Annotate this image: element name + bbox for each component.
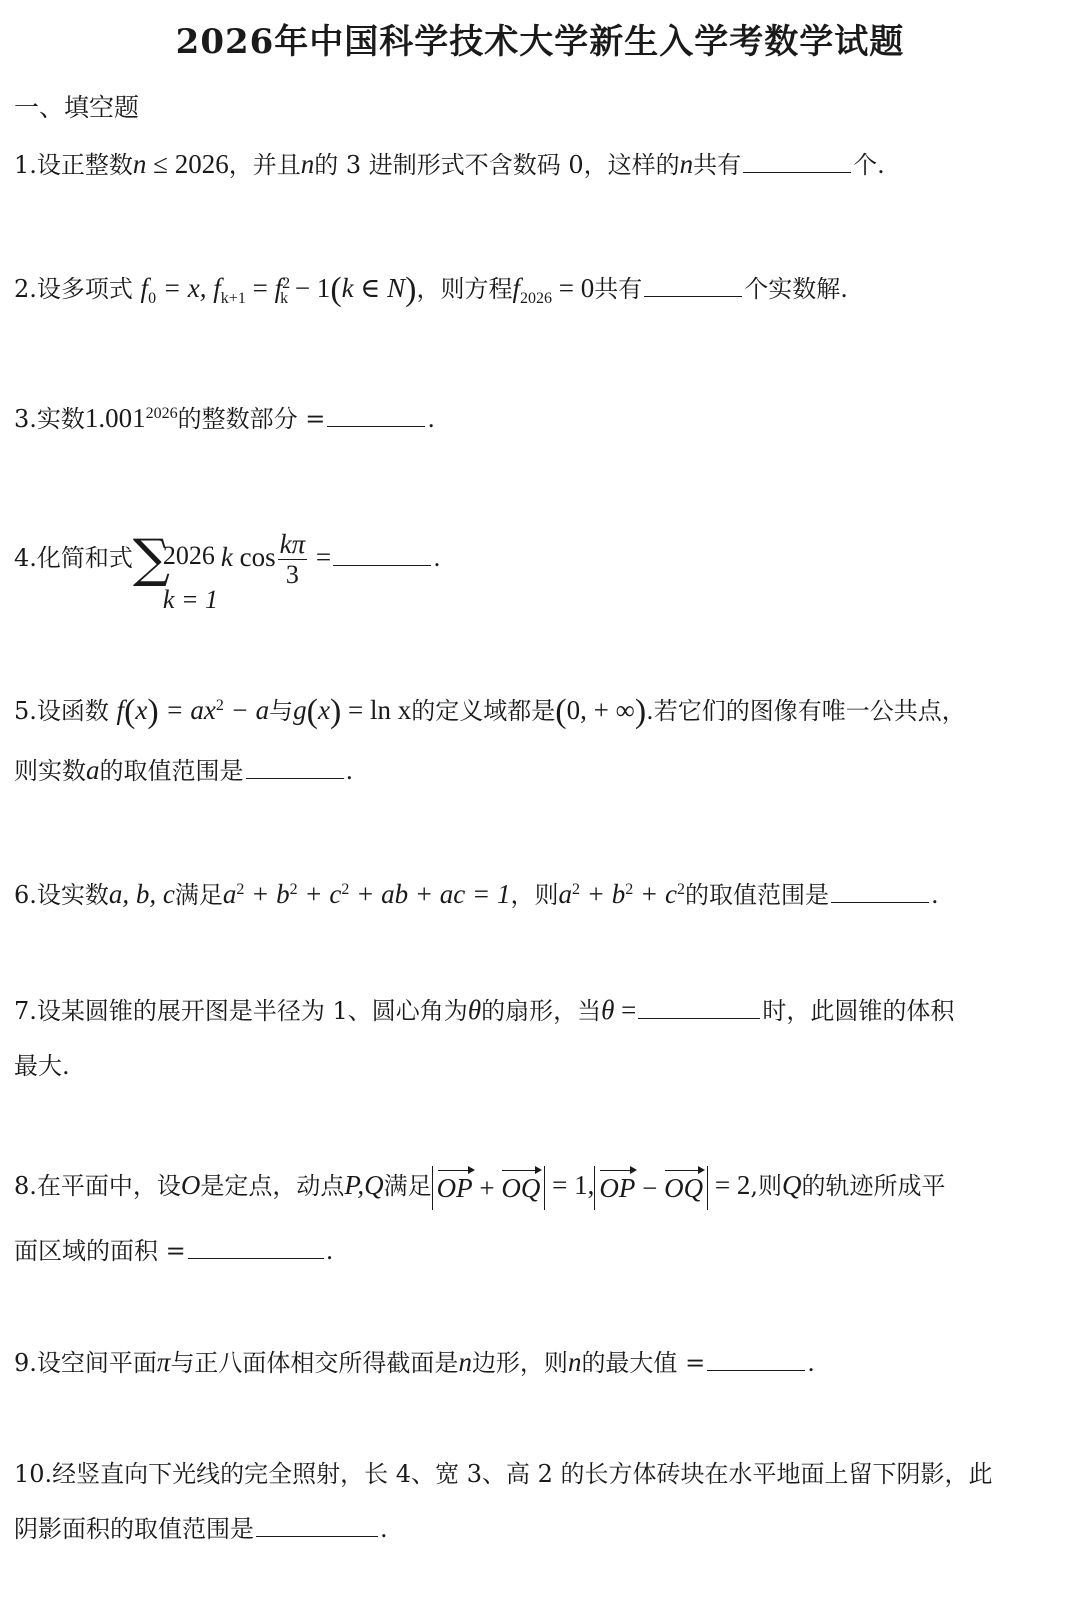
question-text: 设实数 [36,881,109,909]
math-sub: k [280,289,289,307]
question-text: 则实数 [14,757,86,785]
math-var: n [300,149,315,179]
math-expr: = [245,273,275,303]
math-paren: ) [634,693,647,730]
question-text: ，则方程 [416,275,513,303]
question-text: 与正八面体相交所得截面是 [170,1349,459,1377]
math-expr: = 2 [708,1170,751,1200]
question-text: 在平面中，设 [36,1172,181,1200]
question-text: 的定义域都是 [411,697,556,725]
math-expr: − 1 [288,273,331,303]
question-text: 化简和式 [36,544,133,572]
math-var: n [567,1347,582,1377]
math-expr: = ln x [341,695,412,725]
math-var: f [512,273,520,303]
vector-oq: OQ [501,1166,540,1210]
question-number: 9. [14,1349,37,1377]
answer-blank [707,1344,805,1371]
question-text: 的 3 进制形式不含数码 0，这样的 [314,151,680,179]
question-text: 个. [853,151,885,179]
question-text: . [325,1237,334,1265]
math-var: O [180,1170,201,1200]
question-number: 2. [14,275,37,303]
question-text: 设多项式 [36,275,133,303]
math-sup: 2 [215,697,224,714]
math-var: x [317,695,330,725]
question-8-line-1 [14,1160,946,1211]
math-var: x [135,695,148,725]
question-5-line-1 [14,688,966,730]
math-var: Q [782,1170,802,1200]
question-text: 的最大值 = [581,1349,706,1377]
math-expr: ≤ 2026 [146,149,229,179]
question-text: 的扇形，当 [481,997,602,1025]
math-expr: + b [580,879,626,909]
math-expr: P,Q [344,1170,384,1200]
question-5-line-2 [14,752,353,789]
math-sup: 2 [676,881,685,898]
question-text: . [433,544,441,572]
math-paren: ( [330,271,342,308]
math-var: f [213,273,221,303]
sum-lower-limit: k = 1 [162,584,218,614]
math-sub: 0 [148,289,157,307]
math-expr: + b [244,879,290,909]
question-2 [14,266,848,317]
question-text: 阴影面积的取值范围是 [14,1515,254,1543]
question-text: 的轨迹所成平 [801,1172,946,1200]
math-expr: = x, [156,273,214,303]
question-text: 边形，则 [471,1349,568,1377]
question-3 [14,396,435,437]
sum-upper-limit: 2026 [162,540,215,570]
math-sub: k+1 [220,289,246,307]
math-paren: ) [329,693,342,730]
fraction-denominator: 3 [285,560,299,589]
question-text: 时，此圆锥的体积 [762,997,955,1025]
answer-blank [188,1232,324,1259]
question-text: 是定点，动点 [200,1172,345,1200]
question-6 [14,872,939,913]
question-text: . [807,1349,815,1377]
vector-op: OP [599,1166,635,1210]
question-text: 设正整数 [36,151,133,179]
question-text: .若它们的图像有唯一公共点， [646,697,966,725]
question-text: 面区域的面积 = [14,1237,186,1265]
math-paren: ( [124,693,136,730]
fraction [278,529,308,590]
question-number: 6. [14,881,37,909]
fraction-numerator: kπ [279,529,306,559]
page-title: 2026年中国科学技术大学新生入学考数学试题 [175,22,905,62]
question-text: 的取值范围是 [684,881,829,909]
math-sup: 2 [625,881,634,898]
math-var: f [116,695,125,725]
math-sup: 2 [341,881,350,898]
absolute-value-2 [594,1166,708,1210]
math-expr: + c [633,879,677,909]
question-text: 实数 [36,405,85,433]
question-number: 7. [14,997,37,1025]
math-expr: = ax [158,695,216,725]
section-heading: 一、填空题 [14,93,140,122]
question-text: 设函数 [36,697,109,725]
vector-op: OP [437,1166,473,1210]
question-number: 8. [14,1172,37,1200]
math-expr: 0, + ∞ [566,695,635,725]
math-var: a [222,879,237,909]
math-expr: + ab + ac = 1 [349,879,511,909]
math-var: n [458,1347,472,1377]
math-var: n [679,149,694,179]
question-text: 个实数解. [744,275,848,303]
question-text: 设空间平面 [36,1349,157,1377]
answer-blank [327,400,425,427]
math-expr: + [472,1172,502,1203]
question-7-line-1 [14,992,954,1029]
vector-oq: OQ [664,1166,703,1210]
math-paren: ) [405,271,417,308]
math-var: n [132,149,147,179]
question-text: 共有 [693,151,742,179]
question-text: 的整数部分 = [177,405,326,433]
math-sup: 2 [572,881,580,898]
question-7-line-2 [14,1048,70,1084]
math-sup: 2 [282,275,291,292]
math-expr: k ∈ N [341,273,406,303]
question-number: 1. [14,151,37,179]
math-sub: 2026 [519,289,552,307]
math-sup: 2026 [145,405,178,422]
question-1 [14,146,885,183]
math-expr: = 0 [551,273,595,303]
math-var: a [558,879,572,909]
answer-blank [638,992,760,1019]
math-expr: − [635,1172,665,1203]
math-expr: cos [232,542,276,572]
math-paren: ( [306,693,318,730]
summation [132,525,221,614]
question-8-line-2 [14,1232,333,1269]
question-number: 4. [14,544,37,572]
math-expr: + c [297,879,342,909]
math-expr: − a [223,695,270,725]
absolute-value-1 [432,1166,546,1210]
answer-blank [831,876,929,903]
question-text: 满足 [174,881,223,909]
question-10-line-1 [14,1456,993,1492]
math-var: g [293,695,307,725]
question-number: 3. [14,405,37,433]
math-expr: = [614,995,637,1025]
question-number: 10. [14,1460,53,1488]
question-10-line-2 [14,1510,388,1547]
math-sup: 2 [289,881,298,898]
math-expr: = [309,542,332,572]
question-number: 5. [14,697,37,725]
question-4 [14,522,441,614]
math-expr: = 1, [545,1170,595,1200]
math-paren: ( [555,693,567,730]
math-var: a [86,755,100,785]
math-var: f [274,273,283,303]
answer-blank [256,1510,378,1537]
question-9 [14,1344,815,1381]
math-var: θ [467,995,482,1025]
answer-blank [246,752,344,779]
question-text: 共有 [594,275,643,303]
question-text: . [427,405,436,433]
question-text: 与 [269,697,294,725]
question-text: ,则 [750,1172,782,1200]
question-text: 最大. [14,1052,70,1080]
math-paren: ) [147,693,159,730]
math-var: k [220,542,233,572]
question-text: ，并且 [228,151,301,179]
question-text: . [930,881,939,909]
answer-blank [743,146,851,173]
question-text: . [380,1515,388,1543]
question-text: ，则 [510,881,559,909]
answer-blank [644,270,742,297]
answer-blank [333,539,431,566]
math-var: π [156,1347,171,1377]
math-var: θ [601,995,615,1025]
question-text: . [345,757,354,785]
sigma-symbol: ∑ [132,528,171,589]
question-text: 的取值范围是 [99,757,244,785]
math-var: f [140,273,149,303]
question-text: 满足 [383,1172,432,1200]
question-text: 经竖直向下光线的完全照射，长 4、宽 3、高 2 的长方体砖块在水平地面上留下阴影，此 [52,1460,993,1488]
math-expr: a, b, c [108,879,175,909]
math-expr: 1.001 [84,403,146,433]
math-sup: 2 [236,881,245,898]
question-text: 设某圆锥的展开图是半径为 1、圆心角为 [36,997,468,1025]
